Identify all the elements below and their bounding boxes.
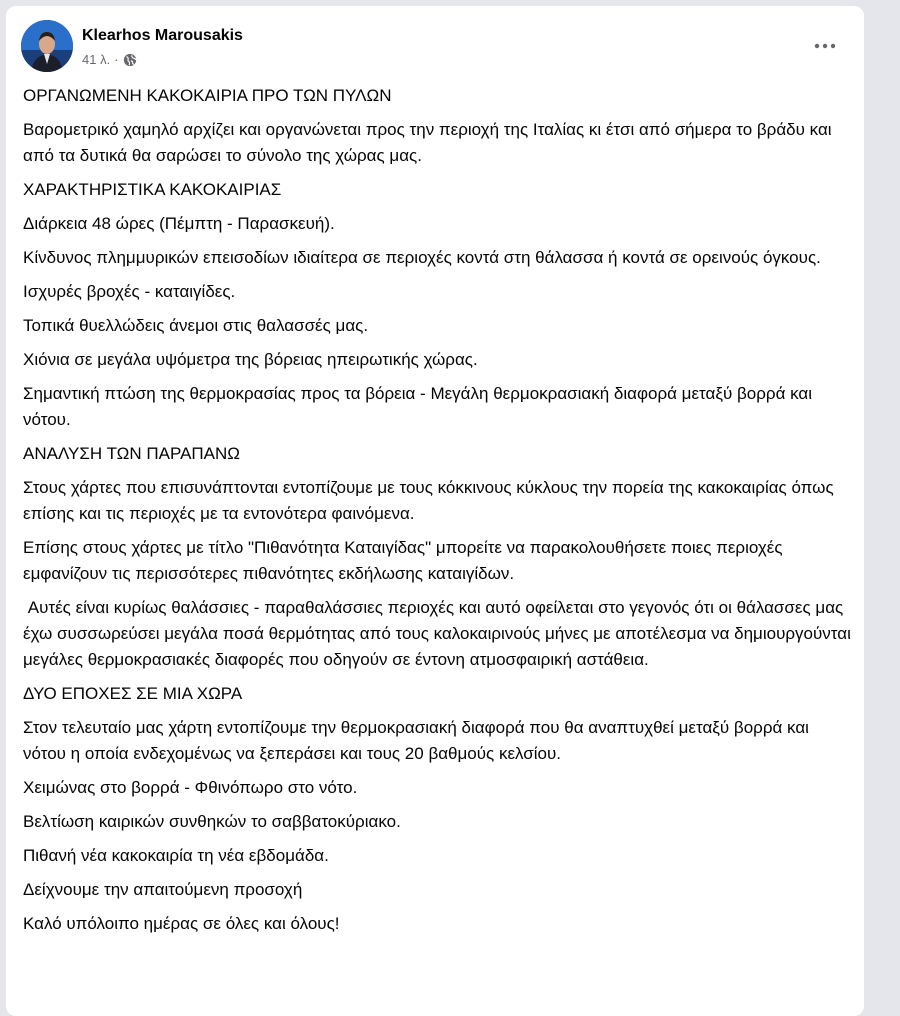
post-timestamp[interactable]: 41 λ. [82,52,111,67]
post-paragraph: ΧΑΡΑΚΤΗΡΙΣΤΙΚΑ ΚΑΚΟΚΑΙΡΙΑΣ [23,180,282,199]
post-paragraph: Βαρομετρικό χαμηλό αρχίζει και οργανώνεται προς την περιοχή της Ιταλίας κι έτσι από σήμερα το βράδυ και από τα δυτικά θα σαρώσει το σύνολο της χώρας μας. [23,120,832,165]
post-paragraph: Στους χάρτες που επισυνάπτονται εντοπίζουμε με τους κόκκινους κύκλους την πορεία της κακοκαιρίας όπως επίσης και τις περιοχές με τα εντονότερα φαινόμενα. [23,478,834,523]
post-paragraph: Χειμώνας στο βορρά - Φθινόπωρο στο νότο. [23,778,358,797]
meta-separator: · [114,52,119,67]
author-avatar[interactable] [21,20,73,72]
post-card [6,6,864,1016]
post-paragraph: Καλό υπόλοιπο ημέρας σε όλες και όλους! [23,914,340,933]
post-paragraph: Κίνδυνος πλημμυρικών επεισοδίων ιδιαίτερα σε περιοχές κοντά στη θάλασσα ή κοντά σε ορεινούς όγκους. [23,248,821,267]
post-paragraph: Τοπικά θυελλώδεις άνεμοι στις θαλασσές μας. [23,316,369,335]
post-paragraph: Επίσης στους χάρτες με τίτλο "Πιθανότητα Καταιγίδας" μπορείτε να παρακολουθήσετε ποιες περιοχές εμφανίζουν τις περισσότερες πιθανότητες εκδήλωσης καταιγίδων. [23,538,783,583]
post-paragraph: Σημαντική πτώση της θερμοκρασίας προς τα βόρεια - Μεγάλη θερμοκρασιακή διαφορά μεταξύ βορρά και νότου. [23,384,813,429]
post-paragraph: ΑΝΑΛΥΣΗ ΤΩΝ ΠΑΡΑΠΑΝΩ [23,444,241,463]
post-paragraph: Στον τελευταίο μας χάρτη εντοπίζουμε την θερμοκρασιακή διαφορά που θα αναπτυχθεί μεταξύ βορρά και νότου η οποία ενδεχομένως να ξεπεράσει και τους 20 βαθμούς κελσίου. [23,718,809,763]
post-paragraph: Ισχυρές βροχές - καταιγίδες. [23,282,236,301]
author-name[interactable]: Klearhos Marousakis [82,27,243,44]
globe-icon [123,53,137,67]
post-header [21,20,851,76]
post-paragraph: Δείχνουμε την απαιτούμενη προσοχή [23,880,303,899]
more-options-button[interactable] [807,28,843,64]
post-paragraph: Διάρκεια 48 ώρες (Πέμπτη - Παρασκευή). [23,214,335,233]
post-body [23,83,856,945]
post-paragraph: Χιόνια σε μεγάλα υψόμετρα της βόρειας ηπειρωτικής χώρας. [23,350,478,369]
post-meta [82,52,137,67]
post-paragraph: Πιθανή νέα κακοκαιρία τη νέα εβδομάδα. [23,846,329,865]
post-paragraph: Αυτές είναι κυρίως θαλάσσιες - παραθαλάσσιες περιοχές και αυτό οφείλεται στο γεγονός ότι οι θάλασσες μας έχω συσσωρεύσει μεγάλα ποσά θερμότητας από τους καλοκαιρινούς μήνες με αποτέλεσμα να δημιουργούνται μεγάλες θερμοκρασιακές διαφορές που οδηγούν σε έντονη ατμοσφαιρική αστάθεια. [23,598,856,669]
post-paragraph: ΟΡΓΑΝΩΜΕΝΗ ΚΑΚΟΚΑΙΡΙΑ ΠΡΟ ΤΩΝ ΠΥΛΩΝ [23,86,392,105]
post-paragraph: ΔΥΟ ΕΠΟΧΕΣ ΣΕ ΜΙΑ ΧΩΡΑ [23,684,243,703]
more-options-icon [814,43,836,49]
post-paragraph: Βελτίωση καιρικών συνθηκών το σαββατοκύριακο. [23,812,401,831]
